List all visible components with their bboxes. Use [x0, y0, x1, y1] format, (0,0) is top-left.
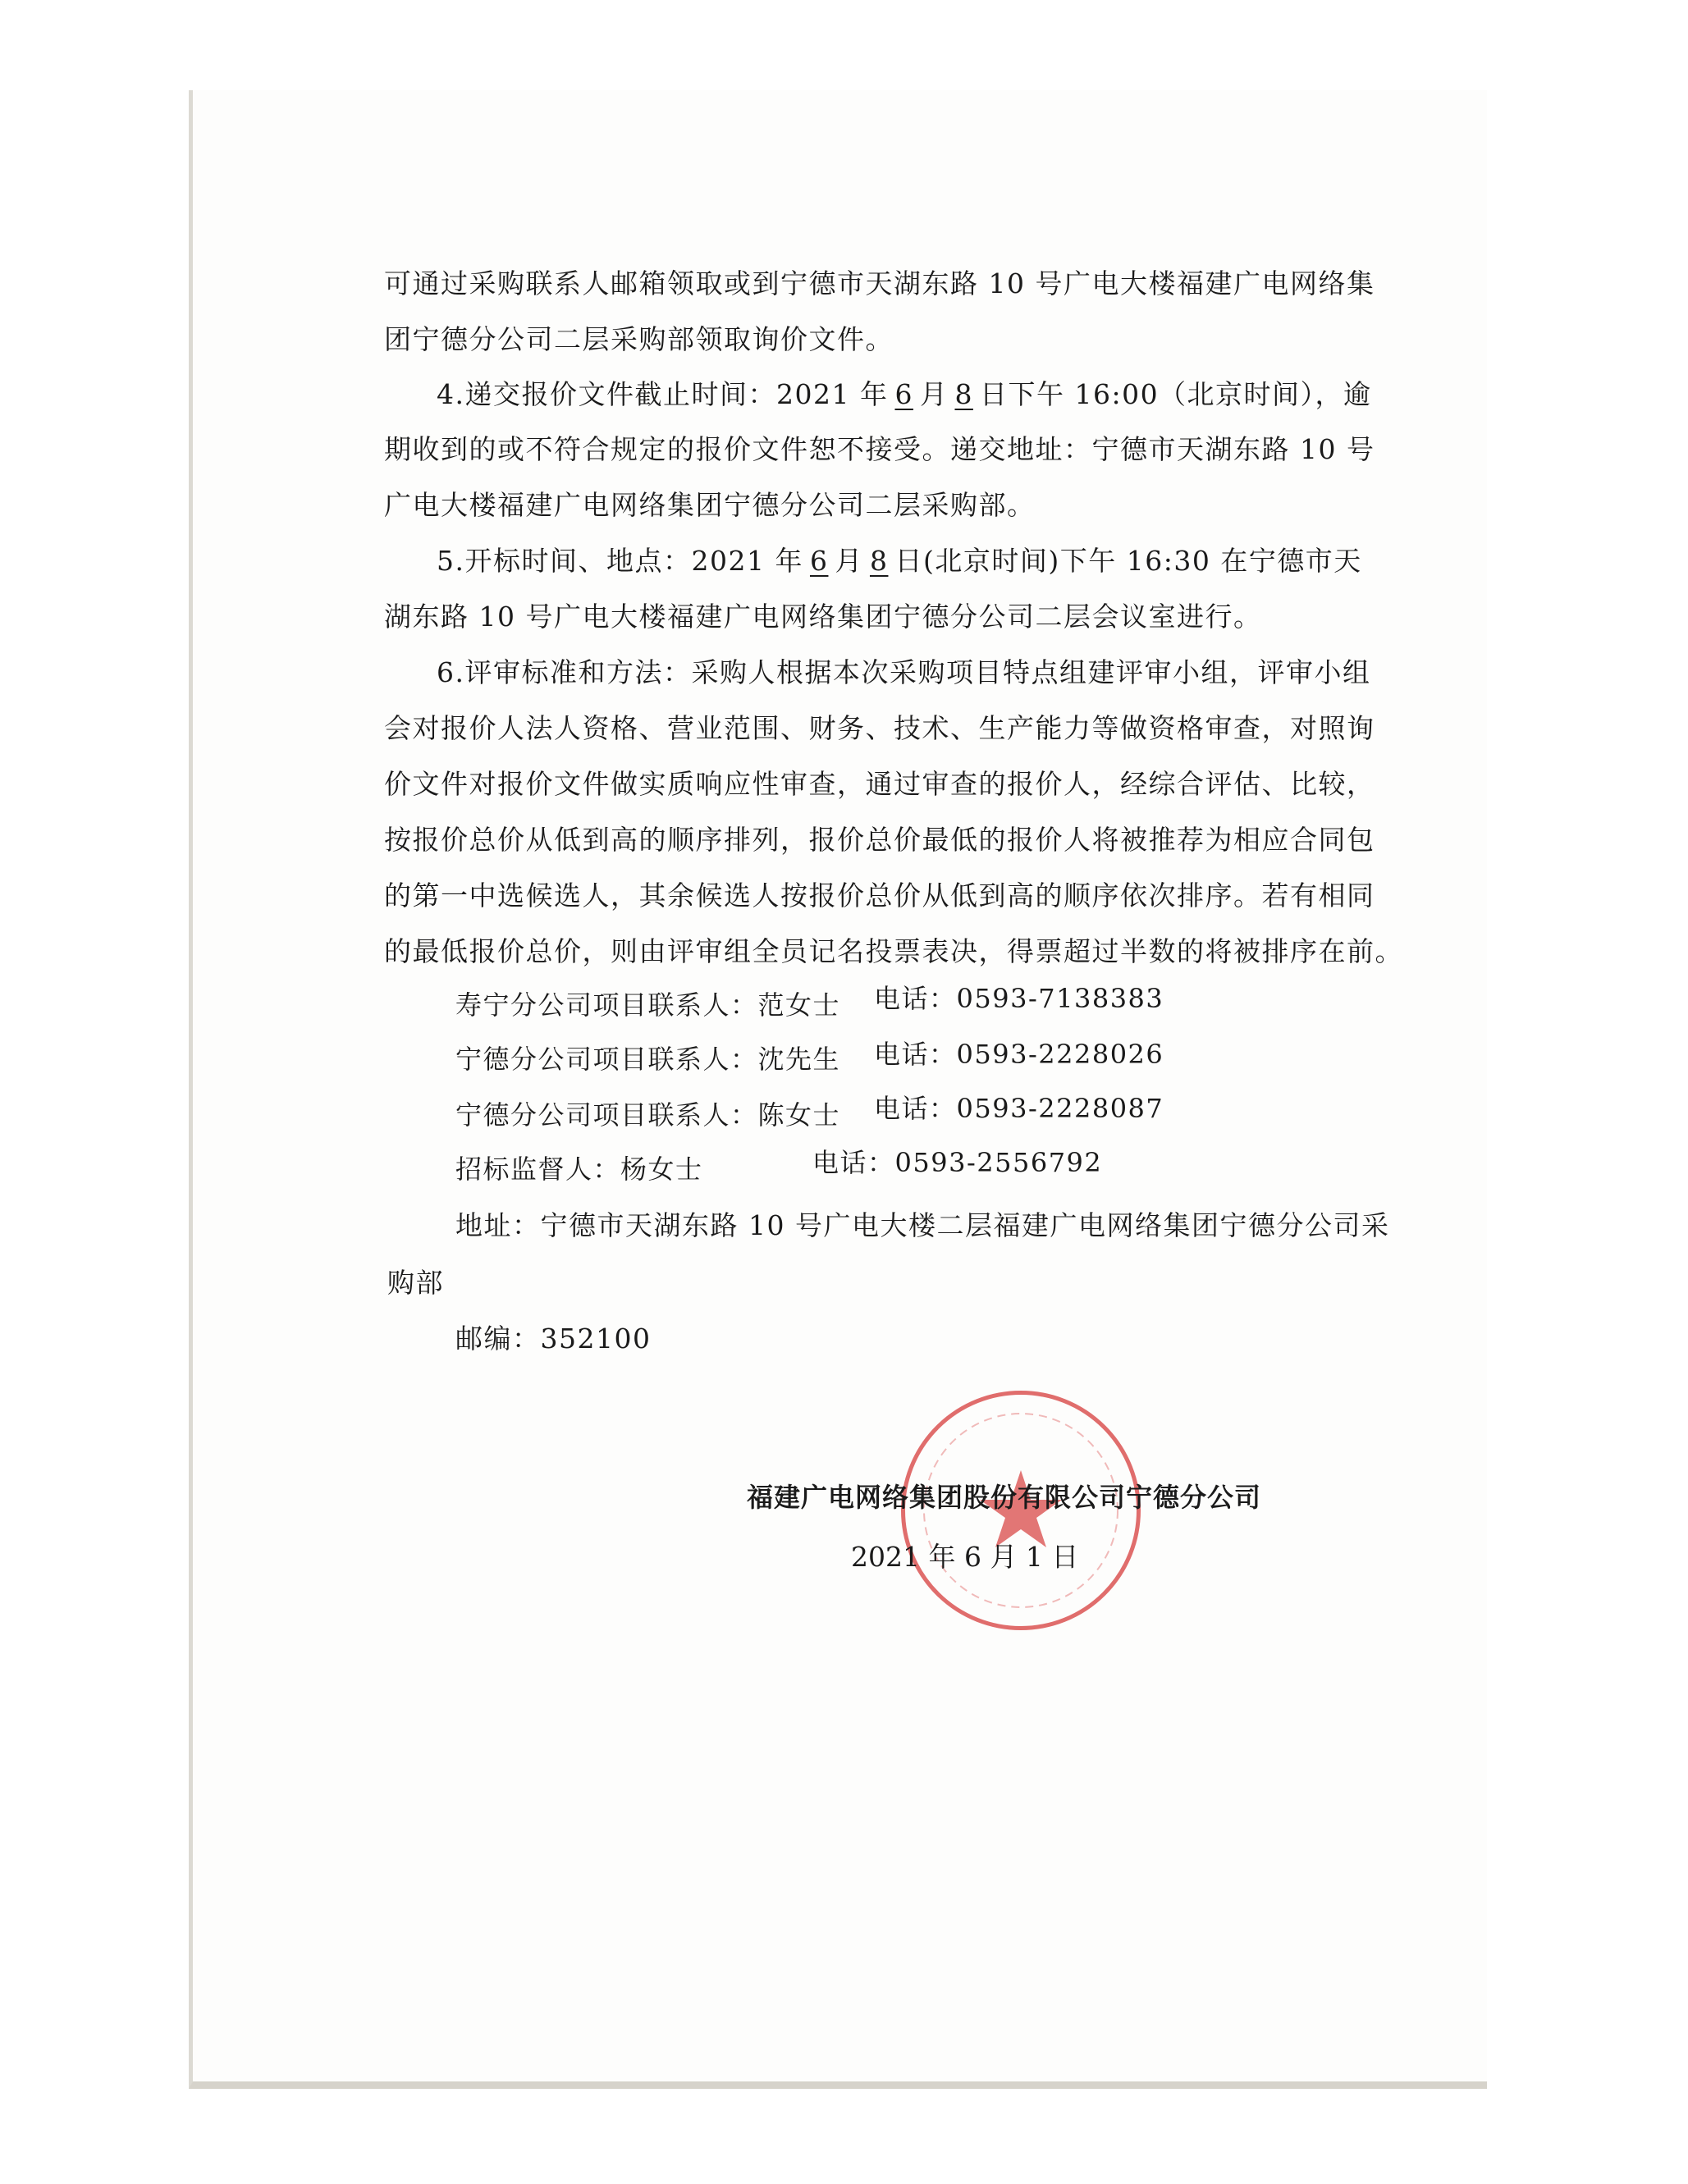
issue-date: 2021 年 6 月 1 日	[851, 1541, 1079, 1573]
contact-label: 寿宁分公司项目联系人：范女士	[455, 989, 841, 1021]
deadline-prefix: 4.递交报价文件截止时间：2021 年	[437, 378, 889, 410]
paragraph-4-line-2: 期收到的或不符合规定的报价文件恕不接受。递交地址：宁德市天湖东路 10 号	[384, 433, 1375, 465]
opening-day: 8	[869, 545, 889, 577]
paragraph-3-line-1: 可通过采购联系人邮箱领取或到宁德市天湖东路 10 号广电大楼福建广电网络集	[384, 267, 1375, 299]
opening-month: 6	[809, 545, 829, 577]
paragraph-6-line-5: 的第一中选候选人，其余候选人按报价总价从低到高的顺序依次排序。若有相同	[384, 880, 1375, 912]
month-unit: 月	[835, 545, 863, 577]
paragraph-5-line-1	[437, 540, 1362, 578]
contact-row	[455, 1093, 1164, 1132]
supervisor-phone: 电话：0593-2556792	[812, 1147, 1103, 1178]
contact-label: 宁德分公司项目联系人：陈女士	[455, 1099, 841, 1131]
address-line-1: 地址：宁德市天湖东路 10 号广电大楼二层福建广电网络集团宁德分公司采	[455, 1209, 1390, 1241]
postcode: 邮编：352100	[455, 1323, 652, 1355]
deadline-day: 8	[954, 378, 973, 410]
contact-phone: 电话：0593-7138383	[874, 983, 1164, 1014]
contact-phone: 电话：0593-2228087	[874, 1093, 1164, 1124]
paragraph-6-line-6: 的最低报价总价，则由评审组全员记名投票表决，得票超过半数的将被排序在前。	[384, 935, 1403, 967]
supervisor-label: 招标监督人：杨女士	[455, 1154, 703, 1185]
paragraph-5-line-2: 湖东路 10 号广电大楼福建广电网络集团宁德分公司二层会议室进行。	[384, 601, 1262, 633]
contact-row	[455, 983, 1164, 1022]
month-unit: 月	[919, 378, 949, 410]
paragraph-4-line-1	[437, 373, 1372, 412]
paragraph-4-line-3: 广电大楼福建广电网络集团宁德分公司二层采购部。	[384, 489, 1036, 521]
paragraph-6-line-1: 6.评审标准和方法：采购人根据本次采购项目特点组建评审小组，评审小组	[437, 656, 1371, 688]
contact-row	[455, 1147, 1103, 1186]
paragraph-6-line-3: 价文件对报价文件做实质响应性审查，通过审查的报价人，经综合评估、比较，	[384, 768, 1375, 800]
issuer-company-name: 福建广电网络集团股份有限公司宁德分公司	[747, 1482, 1262, 1513]
contact-row	[455, 1039, 1164, 1076]
contact-label: 宁德分公司项目联系人：沈先生	[455, 1044, 841, 1075]
paragraph-3-line-2: 团宁德分公司二层采购部领取询价文件。	[384, 323, 894, 355]
address-line-2: 购部	[387, 1267, 444, 1299]
deadline-suffix: 日下午 16:00（北京时间），逾	[979, 378, 1372, 410]
opening-prefix: 5.开标时间、地点：2021 年	[437, 545, 803, 577]
paragraph-6-line-2: 会对报价人法人资格、营业范围、财务、技术、生产能力等做资格审查，对照询	[384, 712, 1375, 744]
deadline-month: 6	[894, 378, 913, 410]
opening-suffix: 日(北京时间)下午 16:30 在宁德市天	[894, 545, 1362, 577]
paragraph-6-line-4: 按报价总价从低到高的顺序排列，报价总价最低的报价人将被推荐为相应合同包	[384, 824, 1375, 856]
contact-phone: 电话：0593-2228026	[874, 1039, 1164, 1070]
